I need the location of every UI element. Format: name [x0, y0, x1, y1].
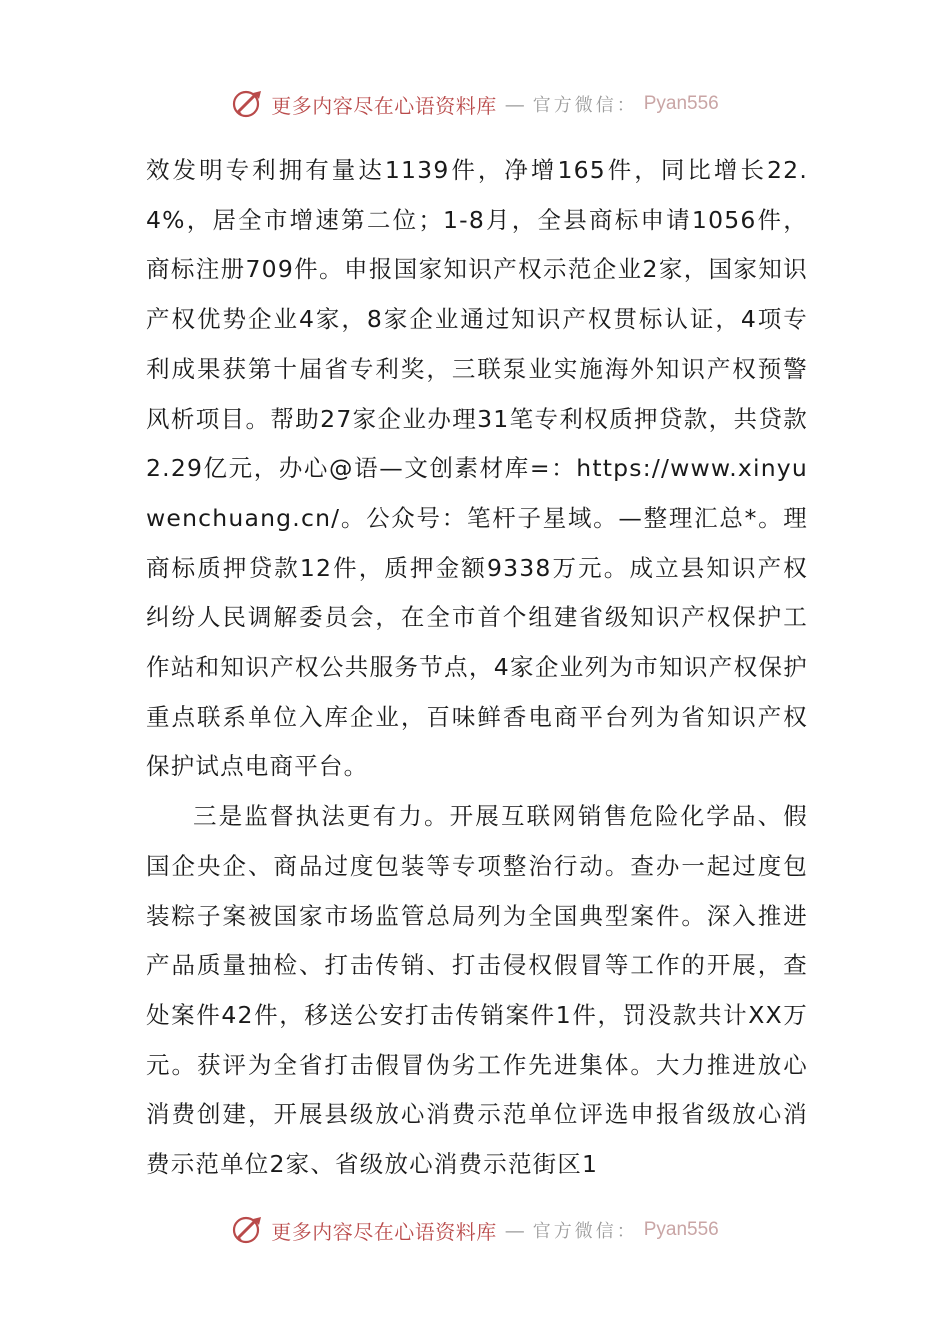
- header-wechat-label: 官方微信：: [532, 95, 638, 116]
- header-brand-text: 更多内容尽在心语资料库: [271, 93, 497, 118]
- footer-banner: [0, 1210, 950, 1250]
- body-paragraph-1: 效发明专利拥有量达1139件，净增165件，同比增长22.4%，居全市增速第二位；1-8月，全县商标申请1056件，商标注册709件。申报国家知识产权示范企业2家，国家知识产权优势企业4家，8家企业通过知识产权贯标认证，4项专利成果获第十届省专利奖，三联泵业实施海外知识产权预警风析项目。帮助27家企业办理31笔专利权质押贷款，共贷款2.29亿元，办心@语—文创素材库=：https://www.xinyuwenchuang.cn/。公众号：笔杆子星域。—整理汇总*。理商标质押贷款12件，质押金额9338万元。成立县知识产权纠纷人民调解委员会，在全市首个组建省级知识产权保护工作站和知识产权公共服务节点，4家企业列为市知识产权保护重点联系单位入库企业，百味鲜香电商平台列为省知识产权保护试点电商平台。: [146, 156, 808, 781]
- footer-separator: —: [504, 1218, 525, 1242]
- footer-wechat-id: Pyan556: [643, 1219, 719, 1240]
- header-separator: —: [504, 92, 525, 116]
- header-banner: [0, 84, 950, 124]
- document-body: [146, 146, 808, 1190]
- pen-logo-icon: [231, 87, 265, 121]
- body-paragraph-2: 三是监督执法更有力。开展互联网销售危险化学品、假国企央企、商品过度包装等专项整治行动。查办一起过度包装粽子案被国家市场监管总局列为全国典型案件。深入推进产品质量抽检、打击传销、打击侵权假冒等工作的开展，查处案件42件，移送公安打击传销案件1件，罚没款共计XX万元。获评为全省打击假冒伪劣工作先进集体。大力推进放心消费创建，开展县级放心消费示范单位评选申报省级放心消费示范单位2家、省级放心消费示范街区1: [146, 802, 808, 1179]
- footer-wechat-label: 官方微信：: [532, 1221, 638, 1242]
- footer-brand-text: 更多内容尽在心语资料库: [271, 1219, 497, 1244]
- header-wechat-id: Pyan556: [643, 93, 719, 114]
- pen-logo-icon: [231, 1213, 265, 1247]
